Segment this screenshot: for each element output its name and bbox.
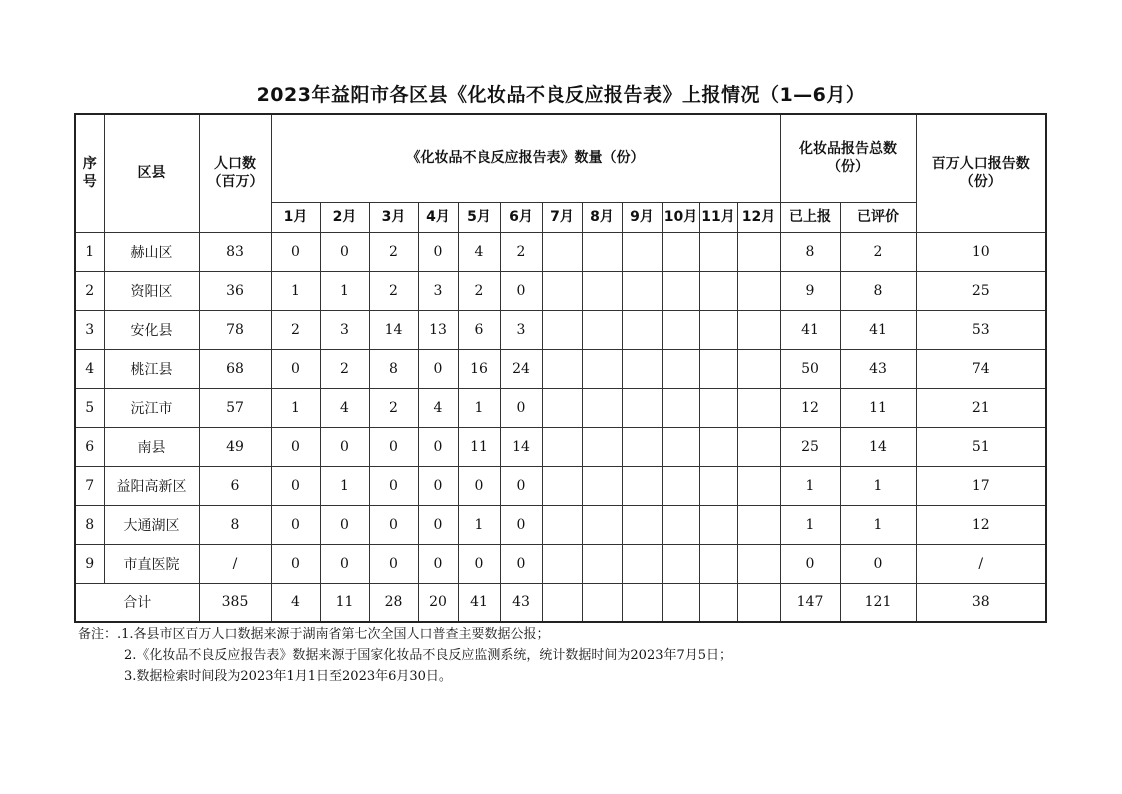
cell-month — [699, 310, 737, 349]
cell-month — [582, 271, 622, 310]
cell-population: 36 — [199, 271, 271, 310]
header-month: 9月 — [622, 202, 662, 232]
cell-month: 8 — [369, 349, 418, 388]
cell-population: 83 — [199, 232, 271, 271]
cell-month — [737, 349, 780, 388]
cell-month — [582, 232, 622, 271]
cell-per-million: 12 — [916, 505, 1046, 544]
cell-month: 3 — [500, 310, 542, 349]
header-county: 区县 — [104, 114, 199, 232]
total-row — [75, 583, 1046, 622]
cell-seq: 5 — [75, 388, 104, 427]
cell-month — [582, 466, 622, 505]
cell-month — [542, 349, 582, 388]
report-table — [74, 113, 1047, 623]
cell-month: 0 — [418, 349, 458, 388]
table-body — [75, 232, 1046, 622]
cell-reported: 41 — [780, 310, 840, 349]
cell-month: 0 — [500, 388, 542, 427]
cell-reported: 25 — [780, 427, 840, 466]
cell-month — [542, 388, 582, 427]
header-month: 11月 — [699, 202, 737, 232]
cell-county: 沅江市 — [104, 388, 199, 427]
cell-month: 20 — [418, 583, 458, 622]
cell-month: 0 — [320, 544, 369, 583]
cell-evaluated: 121 — [840, 583, 916, 622]
cell-month: 0 — [271, 505, 320, 544]
cell-reported: 147 — [780, 583, 840, 622]
cell-county: 桃江县 — [104, 349, 199, 388]
cell-month — [699, 505, 737, 544]
cell-month — [699, 427, 737, 466]
note-item: 3.数据检索时间段为2023年1月1日至2023年6月30日。 — [124, 669, 452, 684]
cell-seq: 3 — [75, 310, 104, 349]
cell-month — [737, 427, 780, 466]
cell-reported: 8 — [780, 232, 840, 271]
cell-month: 0 — [271, 427, 320, 466]
cell-month — [662, 271, 699, 310]
table-row — [75, 505, 1046, 544]
header-reported: 已上报 — [780, 202, 840, 232]
cell-month — [622, 544, 662, 583]
cell-month: 1 — [271, 388, 320, 427]
header-month: 4月 — [418, 202, 458, 232]
cell-month — [662, 388, 699, 427]
table-row — [75, 544, 1046, 583]
table-row — [75, 427, 1046, 466]
header-row-1 — [75, 114, 1046, 202]
cell-month — [622, 349, 662, 388]
cell-month — [737, 466, 780, 505]
cell-month: 41 — [458, 583, 500, 622]
cell-month: 0 — [320, 427, 369, 466]
cell-month — [542, 271, 582, 310]
cell-month: 0 — [500, 466, 542, 505]
cell-per-million: 51 — [916, 427, 1046, 466]
cell-month: 0 — [500, 544, 542, 583]
cell-month — [737, 271, 780, 310]
cell-month — [662, 232, 699, 271]
cell-population: / — [199, 544, 271, 583]
cell-month: 1 — [320, 466, 369, 505]
cell-month: 4 — [271, 583, 320, 622]
cell-month — [662, 310, 699, 349]
cell-month — [582, 310, 622, 349]
cell-month: 14 — [369, 310, 418, 349]
cell-month — [582, 427, 622, 466]
table-row — [75, 388, 1046, 427]
cell-evaluated: 1 — [840, 505, 916, 544]
table-row — [75, 232, 1046, 271]
cell-month: 0 — [271, 544, 320, 583]
cell-month — [622, 466, 662, 505]
header-month: 7月 — [542, 202, 582, 232]
cell-evaluated: 14 — [840, 427, 916, 466]
header-month: 2月 — [320, 202, 369, 232]
cell-month — [662, 427, 699, 466]
cell-month — [662, 466, 699, 505]
cell-month: 0 — [271, 349, 320, 388]
cell-reported: 9 — [780, 271, 840, 310]
cell-month — [542, 427, 582, 466]
cell-county: 资阳区 — [104, 271, 199, 310]
cell-month: 4 — [320, 388, 369, 427]
cell-month: 0 — [418, 466, 458, 505]
cell-month: 0 — [271, 232, 320, 271]
cell-month: 0 — [369, 505, 418, 544]
cell-month — [737, 388, 780, 427]
cell-month — [662, 544, 699, 583]
cell-reported: 1 — [780, 505, 840, 544]
cell-evaluated: 1 — [840, 466, 916, 505]
header-per-million: 百万人口报告数（份） — [916, 114, 1046, 232]
cell-month — [737, 583, 780, 622]
cell-month — [622, 427, 662, 466]
cell-population: 49 — [199, 427, 271, 466]
cell-month: 2 — [369, 271, 418, 310]
cell-month: 43 — [500, 583, 542, 622]
cell-month: 0 — [320, 505, 369, 544]
cell-seq: 9 — [75, 544, 104, 583]
cell-per-million: 53 — [916, 310, 1046, 349]
cell-month — [542, 232, 582, 271]
note-item: .1.各县市区百万人口数据来源于湖南省第七次全国人口普查主要数据公报； — [117, 627, 550, 642]
cell-month — [699, 349, 737, 388]
cell-month: 3 — [320, 310, 369, 349]
cell-month — [662, 583, 699, 622]
page-title: 2023年益阳市各区县《化妆品不良反应报告表》上报情况（1—6月） — [256, 84, 866, 106]
cell-evaluated: 11 — [840, 388, 916, 427]
cell-month — [582, 349, 622, 388]
cell-seq: 7 — [75, 466, 104, 505]
cell-month: 2 — [271, 310, 320, 349]
cell-month: 6 — [458, 310, 500, 349]
cell-month: 2 — [320, 349, 369, 388]
cell-reported: 12 — [780, 388, 840, 427]
cell-population: 8 — [199, 505, 271, 544]
cell-month — [582, 388, 622, 427]
cell-month: 1 — [458, 388, 500, 427]
cell-month: 28 — [369, 583, 418, 622]
cell-reported: 0 — [780, 544, 840, 583]
cell-month — [622, 271, 662, 310]
cell-month: 0 — [418, 427, 458, 466]
cell-month: 0 — [418, 505, 458, 544]
cell-county: 安化县 — [104, 310, 199, 349]
cell-month — [737, 505, 780, 544]
cell-month — [622, 388, 662, 427]
header-month: 6月 — [500, 202, 542, 232]
header-month: 8月 — [582, 202, 622, 232]
cell-month — [699, 232, 737, 271]
cell-month: 0 — [369, 544, 418, 583]
cell-per-million: 74 — [916, 349, 1046, 388]
cell-month — [662, 505, 699, 544]
cell-seq: 1 — [75, 232, 104, 271]
cell-month — [699, 271, 737, 310]
cell-month — [662, 349, 699, 388]
cell-month: 2 — [500, 232, 542, 271]
cell-month — [622, 505, 662, 544]
cell-population: 6 — [199, 466, 271, 505]
cell-month: 0 — [418, 544, 458, 583]
cell-month: 4 — [458, 232, 500, 271]
header-evaluated: 已评价 — [840, 202, 916, 232]
cell-month: 11 — [320, 583, 369, 622]
cell-seq: 2 — [75, 271, 104, 310]
cell-month: 2 — [369, 388, 418, 427]
cell-county: 南县 — [104, 427, 199, 466]
cell-seq: 4 — [75, 349, 104, 388]
cell-month: 1 — [320, 271, 369, 310]
cell-per-million: / — [916, 544, 1046, 583]
cell-month — [699, 466, 737, 505]
cell-month: 13 — [418, 310, 458, 349]
cell-evaluated: 2 — [840, 232, 916, 271]
cell-seq: 8 — [75, 505, 104, 544]
cell-seq: 6 — [75, 427, 104, 466]
cell-month: 0 — [320, 232, 369, 271]
cell-month — [542, 505, 582, 544]
cell-per-million: 10 — [916, 232, 1046, 271]
table-row — [75, 349, 1046, 388]
header-month: 5月 — [458, 202, 500, 232]
header-reports-group: 《化妆品不良反应报告表》数量（份） — [271, 114, 780, 202]
cell-month: 2 — [369, 232, 418, 271]
cell-population: 57 — [199, 388, 271, 427]
header-seq: 序号 — [75, 114, 104, 232]
cell-month: 0 — [418, 232, 458, 271]
cell-reported: 50 — [780, 349, 840, 388]
cell-per-million: 21 — [916, 388, 1046, 427]
cell-month: 0 — [369, 466, 418, 505]
cell-month — [622, 310, 662, 349]
cell-county: 赫山区 — [104, 232, 199, 271]
cell-month: 4 — [418, 388, 458, 427]
cell-month: 0 — [500, 271, 542, 310]
cell-per-million: 17 — [916, 466, 1046, 505]
cell-month: 1 — [271, 271, 320, 310]
cell-month — [582, 583, 622, 622]
cell-month: 24 — [500, 349, 542, 388]
cell-county: 大通湖区 — [104, 505, 199, 544]
cell-evaluated: 43 — [840, 349, 916, 388]
cell-month: 0 — [271, 466, 320, 505]
cell-evaluated: 41 — [840, 310, 916, 349]
table-row — [75, 271, 1046, 310]
cell-month — [622, 232, 662, 271]
cell-month — [737, 232, 780, 271]
cell-total-label: 合计 — [75, 583, 199, 622]
cell-month — [582, 505, 622, 544]
cell-month: 2 — [458, 271, 500, 310]
cell-county: 市直医院 — [104, 544, 199, 583]
cell-month: 0 — [369, 427, 418, 466]
cell-month: 14 — [500, 427, 542, 466]
cell-evaluated: 8 — [840, 271, 916, 310]
cell-month: 16 — [458, 349, 500, 388]
header-month: 1月 — [271, 202, 320, 232]
cell-month — [699, 544, 737, 583]
cell-month: 3 — [418, 271, 458, 310]
notes-prefix: 备注： — [78, 627, 118, 642]
cell-month: 11 — [458, 427, 500, 466]
cell-evaluated: 0 — [840, 544, 916, 583]
cell-reported: 1 — [780, 466, 840, 505]
header-month: 3月 — [369, 202, 418, 232]
header-month: 10月 — [662, 202, 699, 232]
table-row — [75, 310, 1046, 349]
header-month: 12月 — [737, 202, 780, 232]
header-population: 人口数（百万） — [199, 114, 271, 232]
cell-month — [542, 583, 582, 622]
cell-month: 0 — [458, 466, 500, 505]
cell-month: 0 — [500, 505, 542, 544]
cell-population: 78 — [199, 310, 271, 349]
cell-month — [582, 544, 622, 583]
cell-population: 68 — [199, 349, 271, 388]
cell-month: 1 — [458, 505, 500, 544]
cell-month — [542, 466, 582, 505]
cell-per-million: 38 — [916, 583, 1046, 622]
cell-county: 益阳高新区 — [104, 466, 199, 505]
cell-per-million: 25 — [916, 271, 1046, 310]
cell-month: 0 — [458, 544, 500, 583]
cell-month — [737, 544, 780, 583]
cell-month — [699, 388, 737, 427]
cell-month — [622, 583, 662, 622]
note-item: 2.《化妆品不良反应报告表》数据来源于国家化妆品不良反应监测系统，统计数据时间为2023年7月5日； — [124, 648, 733, 663]
header-total-group: 化妆品报告总数（份） — [780, 114, 916, 202]
cell-population: 385 — [199, 583, 271, 622]
cell-month — [699, 583, 737, 622]
cell-month — [542, 544, 582, 583]
notes — [78, 624, 732, 687]
table-row — [75, 466, 1046, 505]
cell-month — [542, 310, 582, 349]
cell-month — [737, 310, 780, 349]
